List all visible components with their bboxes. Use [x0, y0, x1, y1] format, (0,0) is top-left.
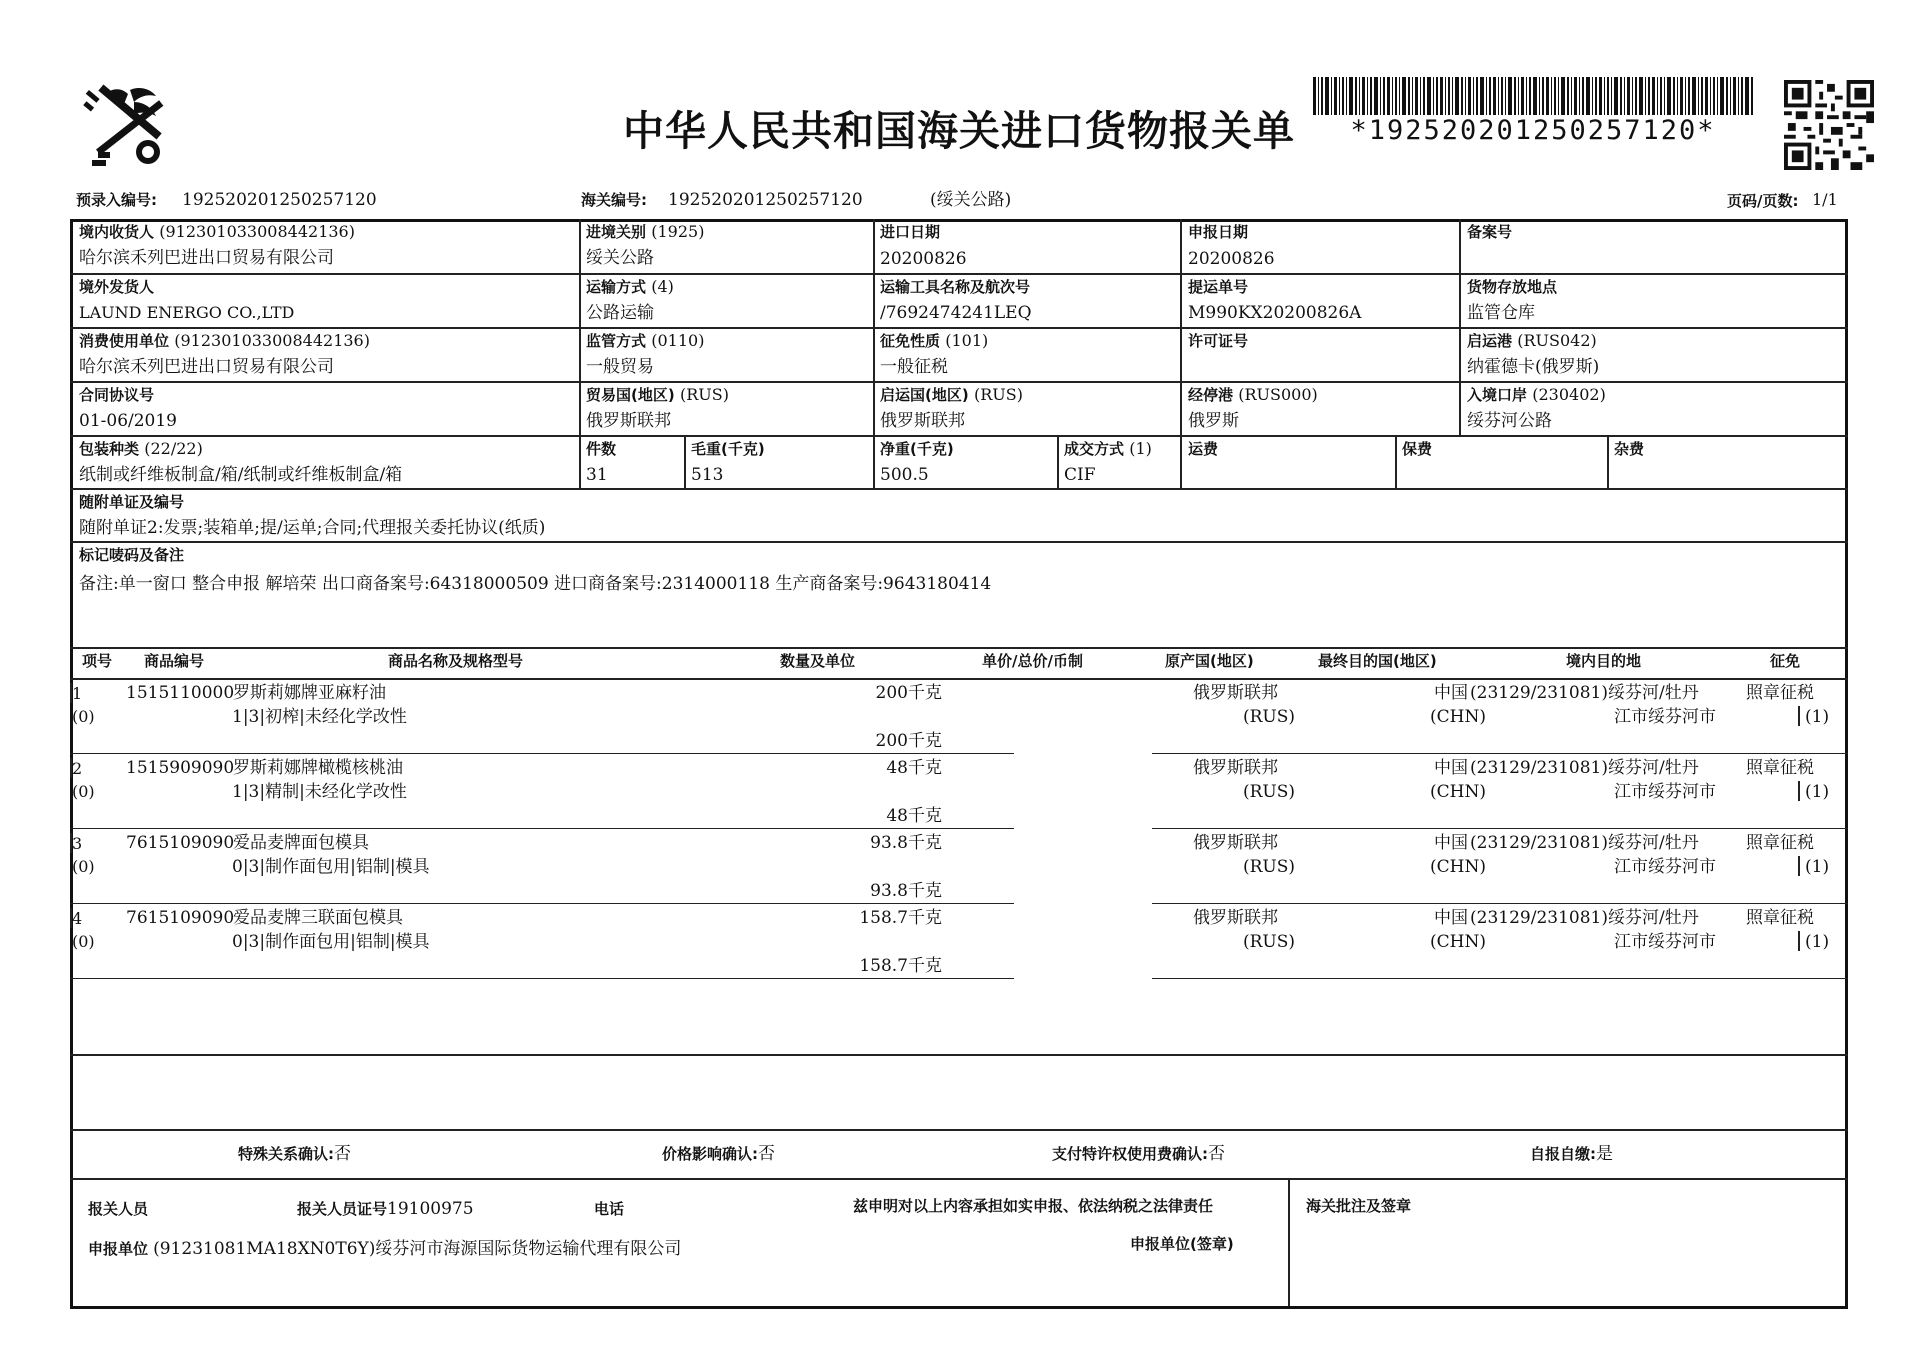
origin-country-label: 启运国(地区) (RUS): [880, 385, 1023, 404]
table-row-1-code: 1515110000: [126, 683, 235, 703]
table-row-3-qty2: 93.8千克: [870, 881, 942, 901]
contract-no: 01-06/2019: [79, 411, 177, 431]
table-row-4-domestic: (23129/231081)绥芬河/牡丹: [1470, 908, 1699, 928]
table-row-3-origin: 俄罗斯联邦: [1193, 833, 1278, 853]
table-row-4-origin: 俄罗斯联邦: [1193, 908, 1278, 928]
table-row-2-domestic2: 江市绥芬河市: [1614, 782, 1716, 802]
import-customs-name: 绥关公路: [586, 248, 654, 268]
table-row-1-qty2: 200千克: [875, 731, 942, 751]
gross-weight-label: 毛重(千克): [691, 440, 765, 458]
table-row-4-dest-code: (CHN): [1430, 932, 1486, 952]
shipper-label: 境外发货人: [79, 278, 155, 296]
table-row-3-sub: (0): [72, 857, 95, 876]
page-count-label: 页码/页数:: [1727, 192, 1799, 210]
insurance-label: 保费: [1402, 440, 1433, 458]
table-row-1-no: 1: [72, 684, 83, 703]
table-row-2-origin-code: (RUS): [1242, 782, 1295, 802]
vehicle-value: /7692474241LEQ: [880, 303, 1032, 323]
col-commodity-name: 商品名称及规格型号: [388, 652, 524, 670]
table-row-2-spec: 1|3|精制|未经化学改性: [232, 782, 407, 802]
bill-no-value: M990KX20200826A: [1188, 303, 1362, 323]
table-row-1-levy: 照章征税: [1746, 683, 1814, 703]
bill-no-label: 提运单号: [1188, 278, 1249, 296]
pieces-value: 31: [586, 465, 608, 485]
table-row-4-spec: 0|3|制作面包用|铝制|模具: [232, 932, 430, 952]
supervision-label: 监管方式 (0110): [586, 331, 705, 350]
customs-no-label: 海关编号:: [581, 191, 647, 209]
table-row-1-origin: 俄罗斯联邦: [1193, 683, 1278, 703]
license-label: 许可证号: [1188, 332, 1249, 350]
table-row-3-dest: 中国: [1434, 833, 1468, 853]
pre-entry-number: 192520201250257120: [182, 190, 377, 210]
barcode-text: *192520201250257120*: [1350, 115, 1716, 146]
table-row-2-qty2: 48千克: [886, 806, 942, 826]
import-customs-label: 进境关别 (1925): [586, 222, 705, 241]
table-row-4-code: 7615109090: [126, 908, 235, 928]
page-title: 中华人民共和国海关进口货物报关单: [623, 107, 1295, 155]
unit-sign-label: 申报单位(签章): [1130, 1235, 1234, 1253]
phone-label: 电话: [594, 1200, 625, 1218]
declare-date-value: 20200826: [1188, 249, 1275, 269]
table-row-1-spec: 1|3|初榨|未经化学改性: [232, 707, 407, 727]
table-row-2-domestic: (23129/231081)绥芬河/牡丹: [1470, 758, 1699, 778]
table-row-2-qty: 48千克: [886, 758, 942, 778]
table-row-2-levy-code: (1): [1805, 782, 1830, 802]
marks-value: 备注:单一窗口 整合申报 解培荣 出口商备案号:64318000509 进口商备案号:2314000118 生产商备案号:9643180414: [79, 574, 992, 594]
transport-mode-name: 公路运输: [586, 303, 654, 323]
page-count-value: 1/1: [1812, 190, 1838, 209]
declare-date-label: 申报日期: [1188, 223, 1249, 241]
col-levy: 征免: [1770, 652, 1801, 670]
customs-approval-label: 海关批注及签章: [1306, 1197, 1412, 1215]
table-row-1-dest: 中国: [1434, 683, 1468, 703]
consignee-name: 哈尔滨禾列巴进出口贸易有限公司: [79, 248, 334, 268]
barcode: [1313, 77, 1753, 115]
table-row-3-origin-code: (RUS): [1242, 857, 1295, 877]
table-row-2-no: 2: [72, 759, 83, 778]
table-row-1-origin-code: (RUS): [1242, 707, 1295, 727]
col-destination: 最终目的国(地区): [1318, 652, 1437, 670]
table-row-4-name: 爱品麦牌三联面包模具: [233, 908, 403, 928]
broker-label: 报关人员: [88, 1200, 149, 1218]
deal-value: CIF: [1064, 465, 1096, 485]
table-row-1-domestic: (23129/231081)绥芬河/牡丹: [1470, 683, 1699, 703]
supervision-name: 一般贸易: [586, 357, 654, 377]
table-row-4-qty: 158.7千克: [859, 908, 942, 928]
table-row-4-dest: 中国: [1434, 908, 1468, 928]
qr-code: [1783, 80, 1875, 170]
table-row-4-levy-code: (1): [1805, 932, 1830, 952]
entry-port-label: 入境口岸 (230402): [1467, 385, 1606, 404]
table-row-4-origin-code: (RUS): [1242, 932, 1295, 952]
deal-label: 成交方式 (1): [1064, 439, 1152, 458]
table-row-1-sub: (0): [72, 707, 95, 726]
table-row-3-name: 爱品麦牌面包模具: [233, 833, 369, 853]
table-row-2-code: 1515909090: [126, 758, 235, 778]
import-date-value: 20200826: [880, 249, 967, 269]
table-row-2-levy: 照章征税: [1746, 758, 1814, 778]
table-row-2-sub: (0): [72, 782, 95, 801]
customs-number: 192520201250257120: [668, 190, 863, 210]
consumer-label: 消费使用单位 (912301033008442136): [79, 331, 370, 350]
declaring-unit: 申报单位 (91231081MA18XN0T6Y)绥芬河市海源国际货物运输代理有限公司: [88, 1239, 682, 1259]
customs-emblem-icon: [78, 84, 180, 176]
col-commodity-code: 商品编号: [144, 652, 205, 670]
departure-port-name: 纳霍德卡(俄罗斯): [1467, 357, 1600, 377]
table-row-3-spec: 0|3|制作面包用|铝制|模具: [232, 857, 430, 877]
trade-country-name: 俄罗斯联邦: [586, 411, 671, 431]
storage-value: 监管仓库: [1467, 303, 1535, 323]
table-row-3-domestic: (23129/231081)绥芬河/牡丹: [1470, 833, 1699, 853]
table-row-4-qty2: 158.7千克: [859, 956, 942, 976]
table-row-3-no: 3: [72, 834, 83, 853]
package-label: 包装种类 (22/22): [79, 439, 203, 458]
table-row-3-levy: 照章征税: [1746, 833, 1814, 853]
pieces-label: 件数: [586, 440, 617, 458]
table-row-4-sub: (0): [72, 932, 95, 951]
gross-weight-value: 513: [691, 465, 724, 485]
vehicle-label: 运输工具名称及航次号: [880, 278, 1031, 296]
self-declare-confirm: 自报自缴:是: [1530, 1144, 1613, 1164]
table-row-1-qty: 200千克: [875, 683, 942, 703]
misc-fee-label: 杂费: [1614, 440, 1645, 458]
consumer-name: 哈尔滨禾列巴进出口贸易有限公司: [79, 357, 334, 377]
package-value: 纸制或纤维板制盒/箱/纸制或纤维板制盒/箱: [79, 465, 403, 485]
legal-statement: 兹申明对以上内容承担如实申报、依法纳税之法律责任: [853, 1197, 1214, 1215]
transit-port-name: 俄罗斯: [1188, 411, 1239, 431]
table-row-2-origin: 俄罗斯联邦: [1193, 758, 1278, 778]
price-impact-confirm: 价格影响确认:否: [662, 1144, 775, 1164]
special-relation-confirm: 特殊关系确认:否: [238, 1144, 351, 1164]
table-row-3-code: 7615109090: [126, 833, 235, 853]
consignee-label: 境内收货人 (912301033008442136): [79, 222, 355, 241]
shipper-name: LAUND ENERGO CO.,LTD: [79, 303, 295, 322]
levy-label: 征免性质 (101): [880, 331, 989, 350]
freight-label: 运费: [1188, 440, 1219, 458]
table-row-3-domestic2: 江市绥芬河市: [1614, 857, 1716, 877]
table-row-4-domestic2: 江市绥芬河市: [1614, 932, 1716, 952]
docs-value: 随附单证2:发票;装箱单;提/运单;合同;代理报关委托协议(纸质): [79, 518, 546, 538]
table-row-2-name: 罗斯莉娜牌橄榄核桃油: [233, 758, 403, 778]
table-row-1-dest-code: (CHN): [1430, 707, 1486, 727]
departure-port-label: 启运港 (RUS042): [1467, 331, 1597, 350]
table-row-2-dest: 中国: [1434, 758, 1468, 778]
record-no-label: 备案号: [1467, 223, 1513, 241]
port-note: (绥关公路): [930, 190, 1012, 210]
trade-country-label: 贸易国(地区) (RUS): [586, 385, 729, 404]
col-domestic-dest: 境内目的地: [1566, 652, 1642, 670]
table-row-3-qty: 93.8千克: [870, 833, 942, 853]
col-quantity: 数量及单位: [780, 652, 856, 670]
entry-port-name: 绥芬河公路: [1467, 411, 1552, 431]
table-row-1-name: 罗斯莉娜牌亚麻籽油: [233, 683, 386, 703]
net-weight-value: 500.5: [880, 465, 929, 485]
col-origin: 原产国(地区): [1165, 652, 1254, 670]
table-row-3-dest-code: (CHN): [1430, 857, 1486, 877]
storage-label: 货物存放地点: [1467, 278, 1558, 296]
broker-cert: 报关人员证号19100975: [297, 1199, 474, 1219]
col-item-no: 项号: [82, 652, 113, 670]
net-weight-label: 净重(千克): [880, 440, 954, 458]
levy-name: 一般征税: [880, 357, 948, 377]
import-date-label: 进口日期: [880, 223, 941, 241]
docs-label: 随附单证及编号: [79, 493, 185, 511]
col-price: 单价/总价/币制: [982, 652, 1083, 670]
table-row-3-levy-code: (1): [1805, 857, 1830, 877]
pre-entry-label: 预录入编号:: [76, 191, 157, 209]
transit-port-label: 经停港 (RUS000): [1188, 385, 1318, 404]
table-row-4-no: 4: [72, 909, 83, 928]
table-row-2-dest-code: (CHN): [1430, 782, 1486, 802]
table-row-1-levy-code: (1): [1805, 707, 1830, 727]
origin-country-name: 俄罗斯联邦: [880, 411, 965, 431]
table-row-1-domestic2: 江市绥芬河市: [1614, 707, 1716, 727]
marks-label: 标记唛码及备注: [79, 546, 185, 564]
table-row-4-levy: 照章征税: [1746, 908, 1814, 928]
royalty-confirm: 支付特许权使用费确认:否: [1052, 1144, 1225, 1164]
transport-mode-label: 运输方式 (4): [586, 277, 674, 296]
contract-label: 合同协议号: [79, 386, 155, 404]
